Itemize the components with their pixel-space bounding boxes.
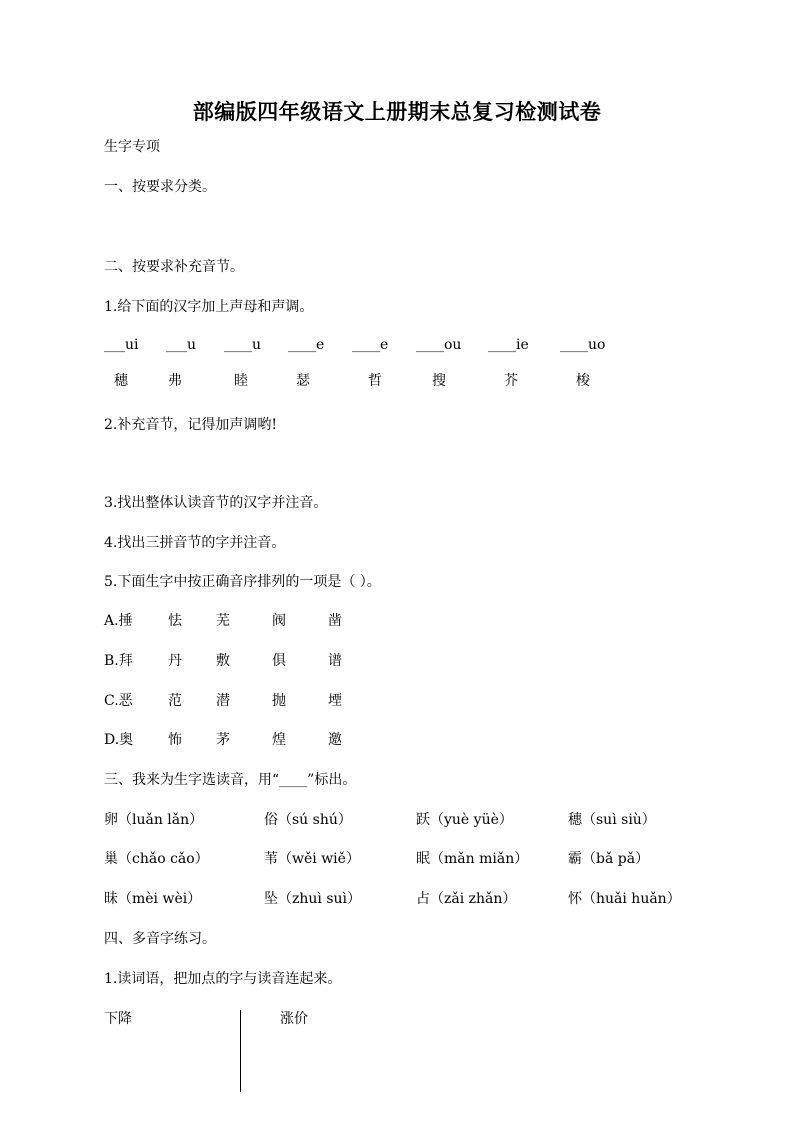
option-a [104,610,504,630]
char-row [104,370,704,390]
hanzi: 穗 [114,373,128,389]
option-char: 阀 [272,613,286,629]
column-divider [240,1010,241,1092]
option-char: 堙 [328,693,342,709]
question-3: 三、我来为生字选读音，用“____”标出。 [104,772,357,788]
hanzi: 哲 [368,373,382,389]
option-char: 煌 [272,732,286,748]
option-char: 敷 [216,653,230,669]
syllable-row [104,337,704,357]
reading-item: 霸（bǎ pǎ） [568,851,650,867]
option-char: 俱 [272,653,286,669]
reading-item: 穗（suì siù） [568,812,656,828]
reading-item: 俗（sú shú） [264,812,352,828]
option-b [104,650,504,670]
option-char: 抛 [272,693,286,709]
question-1: 一、按要求分类。 [104,179,216,195]
reading-item: 昧（mèi wèi） [104,891,202,907]
reading-item: 占（zǎi zhǎn） [416,891,517,907]
hanzi: 瑟 [296,373,310,389]
option-char: 丹 [168,653,182,669]
option-label: A.捶 [104,613,133,629]
question-2: 二、按要求补充音节。 [104,259,244,275]
reading-row [104,848,704,868]
hanzi: 弗 [168,373,182,389]
question-2-4: 4.找出三拼音节的字并注音。 [104,535,286,551]
option-char: 邀 [328,732,342,748]
page-title: 部编版四年级语文上册期末总复习检测试卷 [192,100,602,124]
reading-row [104,809,704,829]
option-char: 怖 [168,732,182,748]
option-d [104,729,504,749]
question-4: 四、多音字练习。 [104,931,216,947]
reading-item: 苇（wěi wiě） [264,851,360,867]
syllable-blank: ____ie [488,337,529,353]
option-char: 谱 [328,653,342,669]
hanzi: 芥 [504,373,518,389]
syllable-blank: ____e [352,337,389,353]
option-c [104,690,504,710]
option-label: D.奥 [104,732,134,748]
option-label: B.拜 [104,653,133,669]
reading-item: 眠（mǎn miǎn） [416,851,529,867]
reading-item: 卵（luǎn lǎn） [104,812,204,828]
word-right: 涨价 [280,1011,308,1027]
option-label: C.恶 [104,693,133,709]
word-left: 下降 [104,1011,132,1027]
syllable-blank: ___ui [104,337,139,353]
reading-row [104,888,704,908]
syllable-blank: ____uo [560,337,606,353]
question-2-2: 2.补充音节，记得加声调哟! [104,417,277,433]
reading-item: 坠（zhuì suì） [264,891,362,907]
reading-item: 怀（huǎi huǎn） [568,891,681,907]
question-4-1: 1.读词语，把加点的字与读音连起来。 [104,971,342,987]
option-char: 怯 [168,613,182,629]
option-char: 茅 [216,732,230,748]
hanzi: 睦 [234,373,248,389]
reading-item: 巢（chǎo cǎo） [104,851,209,867]
hanzi: 搜 [432,373,446,389]
option-char: 范 [168,693,182,709]
section-label: 生字专项 [104,139,160,155]
syllable-blank: ____ou [416,337,462,353]
option-char: 潜 [216,693,230,709]
hanzi: 梭 [576,373,590,389]
syllable-blank: ____u [224,337,262,353]
question-2-1: 1.给下面的汉字加上声母和声调。 [104,299,314,315]
option-char: 凿 [328,613,342,629]
syllable-blank: ____e [288,337,325,353]
question-2-3: 3.找出整体认读音节的汉字并注音。 [104,495,328,511]
syllable-blank: ___u [166,337,197,353]
question-2-5: 5.下面生字中按正确音序排列的一项是（ ）。 [104,574,381,590]
reading-item: 跃（yuè yüè） [416,812,513,828]
option-char: 芜 [216,613,230,629]
